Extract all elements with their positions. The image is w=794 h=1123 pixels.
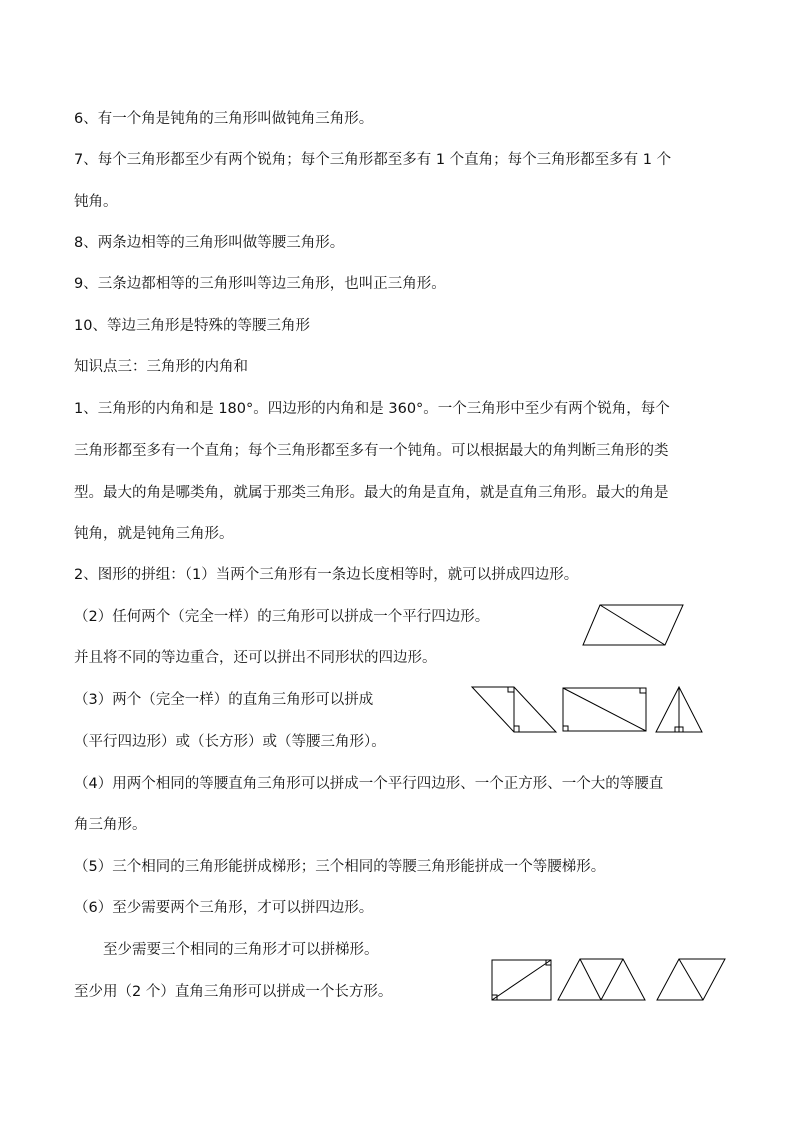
text-line-p2-4a: （4）用两个相同的等腰直角三角形可以拼成一个平行四边形、一个正方形、一个大的等腰直 bbox=[74, 776, 664, 792]
text-line-p2-2: （2）任何两个（完全一样）的三角形可以拼成一个平行四边形。 bbox=[74, 609, 490, 625]
parallelogram-diagram bbox=[582, 603, 686, 647]
text-line-p2-5: （5）三个相同的三角形能拼成梯形；三个相同的等腰三角形能拼成一个等腰梯形。 bbox=[74, 859, 606, 875]
text-line-p2-6: （6）至少需要两个三角形，才可以拼四边形。 bbox=[74, 900, 374, 916]
text-line-p2-6b: 至少需要三个相同的三角形才可以拼梯形。 bbox=[103, 942, 379, 958]
text-line-p2-4b: 角三角形。 bbox=[74, 817, 147, 833]
text-line-7a: 7、每个三角形都至少有两个锐角；每个三角形都至多有 1 个直角；每个三角形都至多有 1 个 bbox=[74, 152, 672, 168]
text-line-10: 10、等边三角形是特殊的等腰三角形 bbox=[74, 318, 310, 334]
text-line-p1c: 型。最大的角是哪类角，就属于那类三角形。最大的角是直角，就是直角三角形。最大的角是 bbox=[74, 485, 669, 501]
text-line-6: 6、有一个角是钝角的三角形叫做钝角三角形。 bbox=[74, 111, 374, 127]
text-line-7b: 钝角。 bbox=[74, 194, 118, 210]
text-line-p1a: 1、三角形的内角和是 180°。四边形的内角和是 360°。一个三角形中至少有两个锐角，每个 bbox=[74, 401, 670, 417]
right-triangles-parallelogram-diagram bbox=[472, 686, 558, 734]
text-line-p1d: 钝角，就是钝角三角形。 bbox=[74, 526, 234, 542]
text-line-p2-3a: （3）两个（完全一样）的直角三角形可以拼成 bbox=[74, 692, 374, 708]
text-line-p2-3b: （平行四边形）或（长方形）或（等腰三角形）。 bbox=[74, 734, 386, 750]
text-line-8: 8、两条边相等的三角形叫做等腰三角形。 bbox=[74, 235, 345, 251]
isosceles-triangle-diagram bbox=[655, 686, 705, 734]
text-line-9: 9、三条边都相等的三角形叫等边三角形，也叫正三角形。 bbox=[74, 276, 446, 292]
text-line-p1b: 三角形都至多有一个直角；每个三角形都至多有一个钝角。可以根据最大的角判断三角形的类 bbox=[74, 443, 669, 459]
trapezoid-three-triangles-diagram bbox=[557, 958, 647, 1002]
rectangle-diagram bbox=[562, 687, 648, 733]
text-line-p2-6c: 至少用（2 个）直角三角形可以拼成一个长方形。 bbox=[74, 984, 393, 1000]
parallelogram-two-triangles-diagram bbox=[656, 958, 728, 1002]
rectangle-two-triangles-diagram bbox=[490, 958, 554, 1002]
text-line-p2-2b: 并且将不同的等边重合，还可以拼出不同形状的四边形。 bbox=[74, 650, 437, 666]
text-line-p2: 2、图形的拼组：（1）当两个三角形有一条边长度相等时，就可以拼成四边形。 bbox=[74, 567, 579, 583]
section-heading-3: 知识点三：三角形的内角和 bbox=[74, 359, 248, 375]
